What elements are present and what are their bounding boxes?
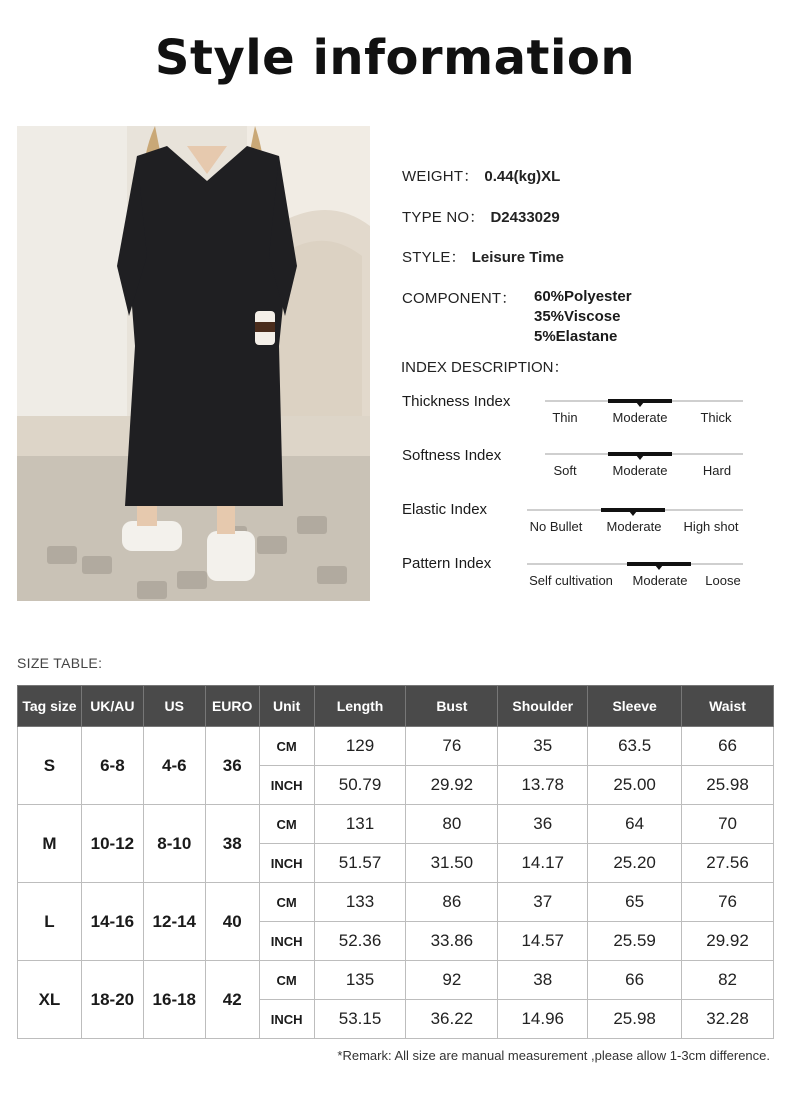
pattern-index-label: Pattern Index [402, 555, 492, 572]
bust-cell: 36.22 [406, 1000, 498, 1039]
euro-cell: 40 [205, 883, 259, 961]
header-unit: Unit [259, 686, 314, 727]
uk-au-cell: 10-12 [81, 805, 143, 883]
component-value: 5%Elastane [534, 328, 618, 345]
sleeve-cell: 25.98 [588, 1000, 682, 1039]
scale-option: Soft [553, 463, 577, 478]
remark-note: *Remark: All size are manual measurement ,please allow 1-3cm difference. [337, 1048, 770, 1063]
length-cell: 51.57 [314, 844, 406, 883]
scale-option: No Bullet [529, 519, 583, 534]
component-value: 35%Viscose [534, 308, 621, 325]
us-cell: 16-18 [143, 961, 205, 1039]
product-photo [17, 126, 370, 601]
waist-cell: 27.56 [682, 844, 774, 883]
unit-cell: INCH [259, 922, 314, 961]
page-title: Style information [154, 30, 636, 86]
unit-cell: INCH [259, 766, 314, 805]
table-row [18, 805, 774, 844]
bust-cell: 80 [406, 805, 498, 844]
type-value: D2433029 [490, 209, 560, 226]
component-value: 60%Polyester [534, 288, 632, 305]
sleeve-cell: 25.20 [588, 844, 682, 883]
shoulder-cell: 13.78 [498, 766, 588, 805]
waist-cell: 76 [682, 883, 774, 922]
length-cell: 133 [314, 883, 406, 922]
unit-cell: INCH [259, 844, 314, 883]
shoulder-cell: 14.17 [498, 844, 588, 883]
header-tag-size: Tag size [18, 686, 82, 727]
header-uk-au: UK/AU [81, 686, 143, 727]
waist-cell: 25.98 [682, 766, 774, 805]
bust-cell: 86 [406, 883, 498, 922]
size-table [17, 685, 774, 1039]
shoulder-cell: 35 [498, 727, 588, 766]
table-row [18, 961, 774, 1000]
length-cell: 131 [314, 805, 406, 844]
type-label: TYPE NO： [402, 209, 485, 226]
length-cell: 129 [314, 727, 406, 766]
euro-cell: 38 [205, 805, 259, 883]
waist-cell: 32.28 [682, 1000, 774, 1039]
shoulder-cell: 38 [498, 961, 588, 1000]
table-row [18, 727, 774, 766]
model-dress-illustration [17, 126, 370, 601]
uk-au-cell: 6-8 [81, 727, 143, 805]
shoulder-cell: 36 [498, 805, 588, 844]
size-table-header [18, 686, 774, 727]
style-value: Leisure Time [471, 249, 564, 266]
waist-cell: 29.92 [682, 922, 774, 961]
scale-option-selected: Moderate [612, 463, 668, 478]
length-cell: 52.36 [314, 922, 406, 961]
tag-size-cell: XL [18, 961, 82, 1039]
scale-option: Hard [702, 463, 732, 478]
length-cell: 135 [314, 961, 406, 1000]
elastic-index-scale [527, 509, 743, 539]
sleeve-cell: 65 [588, 883, 682, 922]
weight-row [402, 165, 560, 186]
pattern-index-scale [527, 563, 743, 593]
scale-option: Loose [705, 573, 741, 588]
shoulder-cell: 37 [498, 883, 588, 922]
scale-option: Self cultivation [529, 573, 613, 588]
us-cell: 12-14 [143, 883, 205, 961]
tag-size-cell: L [18, 883, 82, 961]
waist-cell: 66 [682, 727, 774, 766]
weight-value: 0.44(kg)XL [484, 168, 561, 185]
unit-cell: INCH [259, 1000, 314, 1039]
bust-cell: 76 [406, 727, 498, 766]
waist-cell: 70 [682, 805, 774, 844]
style-row [402, 246, 564, 267]
header-bust: Bust [406, 686, 498, 727]
table-row [18, 883, 774, 922]
bust-cell: 33.86 [406, 922, 498, 961]
scale-option-selected: Moderate [632, 573, 688, 588]
elastic-index-label: Elastic Index [402, 501, 488, 518]
bust-cell: 31.50 [406, 844, 498, 883]
scale-option-selected: Moderate [612, 410, 668, 425]
softness-index-label: Softness Index [402, 447, 502, 464]
sleeve-cell: 64 [588, 805, 682, 844]
tag-size-cell: M [18, 805, 82, 883]
index-description-label: INDEX DESCRIPTION： [401, 359, 569, 376]
unit-cell: CM [259, 805, 314, 844]
sleeve-cell: 25.59 [588, 922, 682, 961]
bust-cell: 92 [406, 961, 498, 1000]
uk-au-cell: 18-20 [81, 961, 143, 1039]
component-label: COMPONENT： [402, 290, 517, 307]
us-cell: 8-10 [143, 805, 205, 883]
scale-option: High shot [683, 519, 739, 534]
unit-cell: CM [259, 883, 314, 922]
softness-index-scale [545, 453, 743, 483]
tag-size-cell: S [18, 727, 82, 805]
header-sleeve: Sleeve [588, 686, 682, 727]
euro-cell: 36 [205, 727, 259, 805]
thickness-index-scale [545, 400, 743, 430]
unit-cell: CM [259, 961, 314, 1000]
thickness-index-label: Thickness Index [402, 393, 511, 410]
uk-au-cell: 14-16 [81, 883, 143, 961]
header-length: Length [314, 686, 406, 727]
type-row [402, 206, 560, 227]
bust-cell: 29.92 [406, 766, 498, 805]
size-table-label: SIZE TABLE: [17, 655, 103, 671]
shoulder-cell: 14.57 [498, 922, 588, 961]
unit-cell: CM [259, 727, 314, 766]
style-label: STYLE： [402, 249, 466, 266]
shoulder-cell: 14.96 [498, 1000, 588, 1039]
scale-option-selected: Moderate [606, 519, 662, 534]
euro-cell: 42 [205, 961, 259, 1039]
scale-option: Thick [700, 410, 732, 425]
length-cell: 53.15 [314, 1000, 406, 1039]
weight-label: WEIGHT： [402, 168, 479, 185]
sleeve-cell: 66 [588, 961, 682, 1000]
header-euro: EURO [205, 686, 259, 727]
length-cell: 50.79 [314, 766, 406, 805]
scale-option: Thin [552, 410, 578, 425]
component-row [402, 287, 517, 308]
header-shoulder: Shoulder [498, 686, 588, 727]
header-waist: Waist [682, 686, 774, 727]
waist-cell: 82 [682, 961, 774, 1000]
component-values [534, 287, 632, 347]
sleeve-cell: 25.00 [588, 766, 682, 805]
header-us: US [143, 686, 205, 727]
us-cell: 4-6 [143, 727, 205, 805]
sleeve-cell: 63.5 [588, 727, 682, 766]
